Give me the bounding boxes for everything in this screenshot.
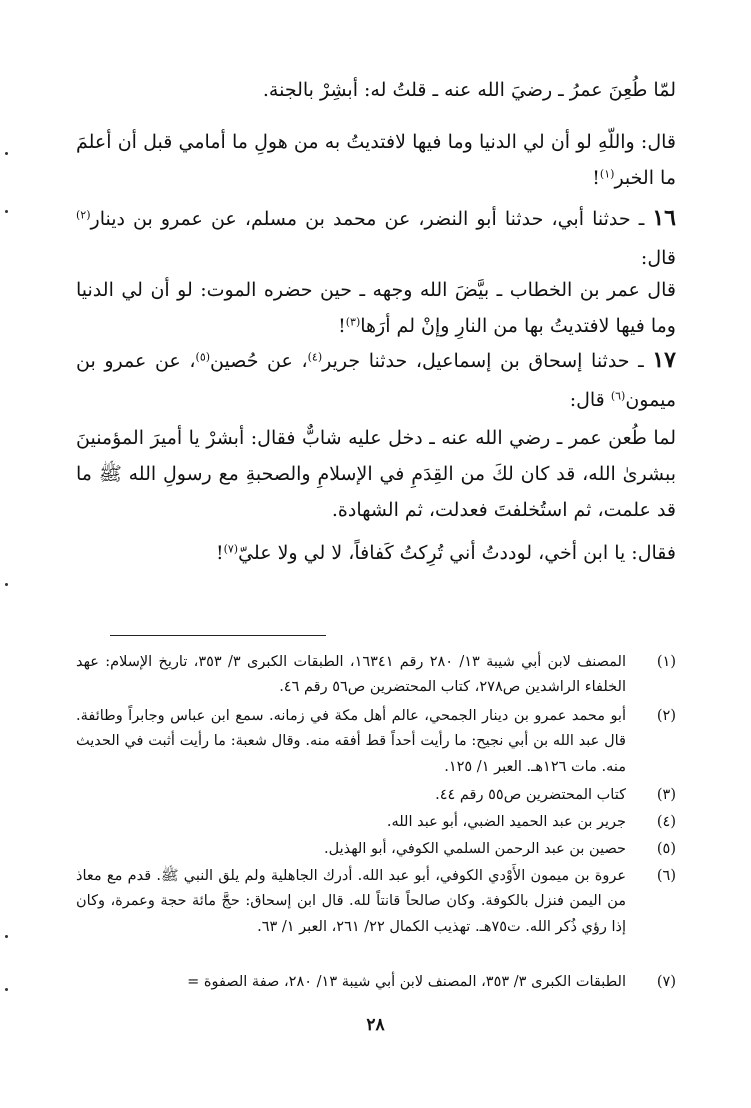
hadith-17: ١٧ ـ حدثنا إسحاق بن إسماعيل، حدثنا جرير$^{(٤)}$، عن حُصين$^{(٥)}$، عن عمرو بن ميمون$^{(٦)}$ قال: [76, 347, 676, 411]
paragraph-5: فقال: يا ابن أخي، لوددتُ أني تُرِكتُ كَفافاً، لا لي ولا عليّ$^{(٧)}$! [215, 542, 676, 564]
footnote-3: (٣) كتاب المحتضرين ص٥٥ رقم ٤٤. [435, 787, 676, 803]
footnote-marker: (١) [599, 167, 615, 181]
margin-mark [5, 935, 8, 938]
hadith-16: ١٦ ـ حدثنا أبي، حدثنا أبو النضر، عن محمد بن مسلم، عن عمرو بن دينار$^{(٢)}$ قال: [76, 205, 676, 269]
hadith-number: ١٧ [652, 347, 676, 373]
footnote-marker: (٢) [76, 208, 91, 222]
paragraph-4: لما طُعن عمر ـ رضي الله عنه ـ دخل عليه شابٌّ فقال: أبشرْ يا أميرَ المؤمنينَ ببشرىٰ الله، قد كان لكَ من القِدَمِ في الإسلامِ والصحبةِ مع رسولِ الله ﷺ ما قد علمت، ثم استُخلفتَ فعدلت، ثم الشهادة. [76, 427, 676, 522]
footnote-marker: (٧) [223, 542, 239, 556]
paragraph-2: قال: واللّهِ لو أن لي الدنيا وما فيها لافتديتُ به من هولِ ما أمامي قبل أن أعلمَ ما الخبر$^{(١)}$! [76, 131, 676, 190]
footnote-7: (٧) الطبقات الكبرى ٣/ ٣٥٣، المصنف لابن أبي شيبة ١٣/ ٢٨٠، صفة الصفوة = [187, 974, 676, 990]
hadith-number: ١٦ [652, 205, 676, 231]
footnote-1: (١) المصنف لابن أبي شيبة ١٣/ ٢٨٠ رقم ١٦٣٤١، الطبقات الكبرى ٣/ ٣٥٣، تاريخ الإسلام: عهد الخلفاء الراشدين ص٢٧٨، كتاب المحتضرين ص٥٦ رقم ٤٦. [76, 654, 676, 696]
footnote-marker: (٤) [307, 350, 323, 364]
footnote-separator [110, 635, 326, 636]
footnote-marker: (٦) [610, 389, 626, 403]
margin-mark [5, 583, 8, 586]
margin-mark [5, 210, 8, 213]
footnote-5: (٥) حصين بن عبد الرحمن السلمي الكوفي، أبو الهذيل. [324, 841, 676, 857]
footnote-marker: (٥) [195, 350, 211, 364]
page-number: ٢٨ [366, 1015, 385, 1035]
footnote-marker: (٣) [345, 315, 361, 329]
margin-mark [5, 988, 8, 991]
paragraph-3: قال عمر بن الخطاب ـ بيَّضَ الله وجهه ـ حين حضره الموت: لو أن لي الدنيا وما فيها لافتديتُ بها من النارِ وإنْ لم أرَها$^{(٣)}$! [76, 279, 676, 338]
paragraph-1: لمّا طُعِنَ عمرُ ـ رضيَ الله عنه ـ قلتُ له: أبشِرْ بالجنة. [262, 79, 676, 101]
footnote-6: (٦) عروة بن ميمون الأَوْدي الكوفي، أبو عبد الله. أدرك الجاهلية ولم يلق النبي ﷺ. قدم مع معاذ من اليمن فنزل بالكوفة. وكان صالحاً قانتاً لله. قال ابن إسحاق: حجَّ مائة حجة وعمرة، وكان إذا رؤي ذُكر الله. ت٧٥هـ. تهذيب الكمال ٢٢/ ٢٦١، العبر ١/ ٦٣. [76, 868, 676, 935]
footnote-2: (٢) أبو محمد عمرو بن دينار الجمحي، عالم أهل مكة في زمانه. سمع ابن عباس وجابراً وطائفة. قال عبد الله بن أبي نجيح: ما رأيت أحداً قط أفقه منه. وقال شعبة: ما رأيت أثبت في الحديث منه. مات ١٢٦هـ. العبر ١/ ١٢٥. [76, 708, 676, 775]
footnote-4: (٤) جرير بن عبد الحميد الضبي، أبو عبد الله. [386, 814, 676, 830]
margin-mark [5, 152, 8, 155]
